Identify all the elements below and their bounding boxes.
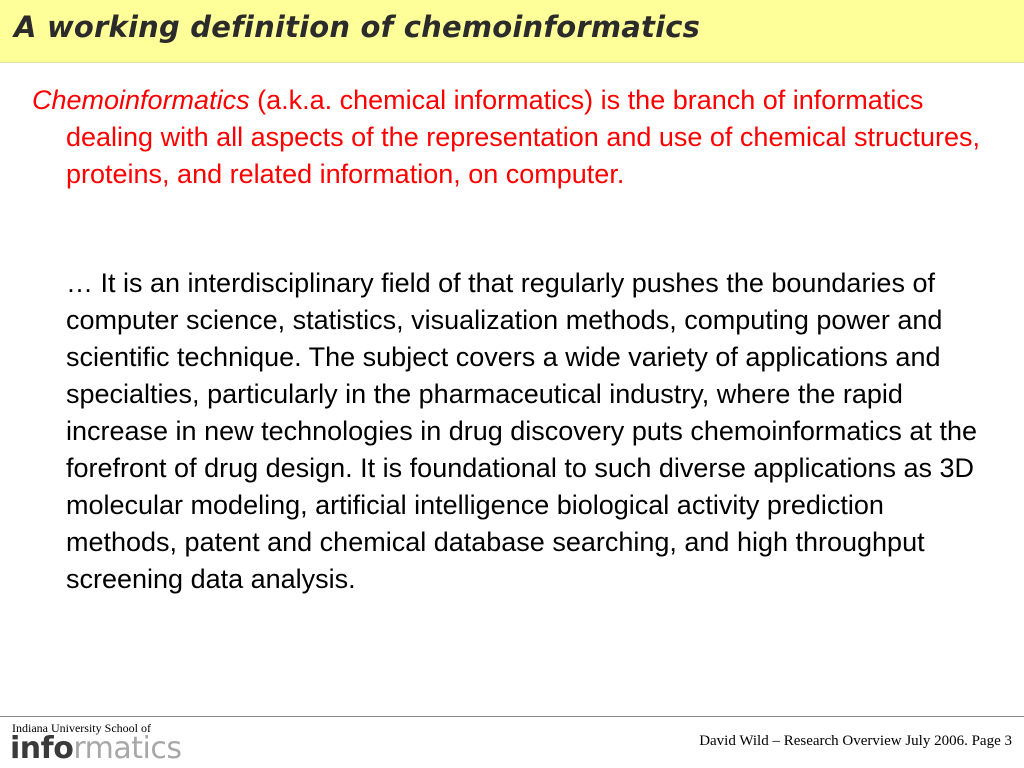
logo-wordmark-part2: rmatics [73, 731, 182, 766]
logo-wordmark [10, 732, 181, 766]
definition-term: Chemoinformatics [32, 85, 250, 115]
elaboration-paragraph: … It is an interdisciplinary field of that regularly pushes the boundaries of computer science, statistics, visualization methods, computing power and scientific technique. The subject covers a wide variety of applications and specialties, particularly in the pharmaceutical industry, where the rapid increase in new technologies in drug discovery puts chemoinformatics at the forefront of drug design. It is foundational to such diverse applications as 3D molecular modeling, artificial intelligence biological activity prediction methods, patent and chemical database searching, and high throughput screening data analysis. [66, 268, 977, 594]
slide-title: A working definition of chemoinformatics [14, 10, 701, 44]
title-bar [0, 0, 1024, 63]
footer-caption: David Wild – Research Overview July 2006. Page 3 [699, 733, 1012, 749]
informatics-logo [10, 719, 210, 767]
logo-school-name: Indiana University School of [12, 721, 151, 735]
slide-body [32, 82, 994, 598]
definition-paragraph [32, 82, 994, 193]
definition-text: (a.k.a. chemical informatics) is the branch of informatics dealing with all aspects of the representation and use of chemical structures, proteins, and related information, on computer. [66, 85, 981, 189]
logo-wordmark-part1: info [10, 731, 74, 766]
footer-divider [0, 716, 1024, 717]
